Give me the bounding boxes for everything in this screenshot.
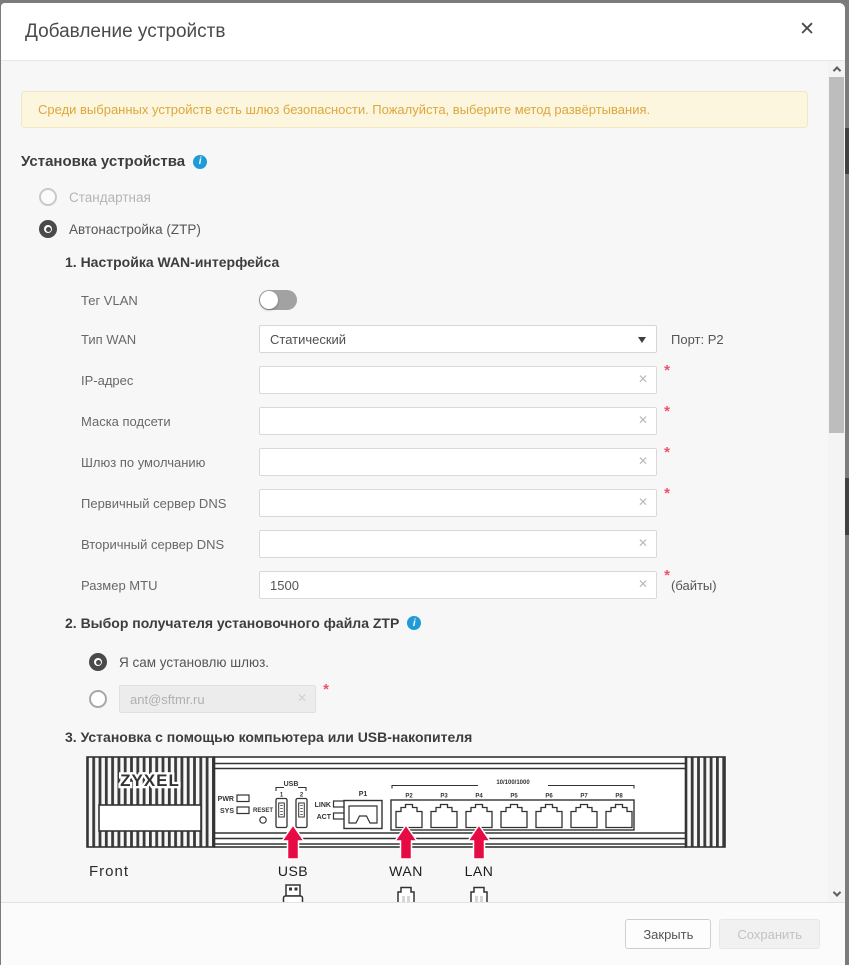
device-port-label: P6 <box>545 793 553 800</box>
field-row-ip-address <box>81 362 828 394</box>
field-row-subnet-mask <box>81 403 828 435</box>
section2-heading-label: 2. Выбор получателя установочного файла ZTP <box>65 615 400 631</box>
device-label-plate <box>99 805 201 831</box>
radio-ztp[interactable] <box>39 220 828 238</box>
required-asterisk: * <box>664 362 670 379</box>
modal-body <box>1 61 845 902</box>
usb-plug-icon <box>279 884 307 902</box>
device-drawing <box>86 755 726 861</box>
install-heading <box>21 153 828 170</box>
scrollbar[interactable] <box>828 61 845 902</box>
lan-callout-label: LAN <box>464 863 494 879</box>
vlan-toggle[interactable] <box>259 290 297 310</box>
section3-heading-label: 3. Установка с помощью компьютера или USB-накопителя <box>65 729 473 745</box>
warning-banner: Среди выбранных устройств есть шлюз безопасности. Пожалуйста, выберите метод развёртывания. <box>21 91 808 128</box>
field-row-vlan <box>81 290 828 310</box>
radio-icon[interactable] <box>89 690 107 708</box>
usb-callout-label: USB <box>277 863 309 879</box>
save-button[interactable]: Сохранить <box>719 919 820 949</box>
ip-address-input[interactable] <box>259 366 657 394</box>
modal-header <box>1 3 845 61</box>
scrollbar-track[interactable] <box>828 77 845 886</box>
wan-type-select[interactable] <box>259 325 657 353</box>
device-port-label: P3 <box>440 793 448 800</box>
device-port-label: P4 <box>475 793 483 800</box>
connector-icons <box>86 882 726 902</box>
led-label-link: LINK <box>314 802 331 809</box>
section2-heading <box>65 615 828 631</box>
close-button[interactable]: Закрыть <box>625 919 711 949</box>
dns-primary-input[interactable] <box>259 489 657 517</box>
wan-callout-label: WAN <box>389 863 423 879</box>
led-label-pwr: PWR <box>217 796 234 803</box>
ethernet-plug-icon <box>465 884 493 902</box>
radio-checked-icon[interactable] <box>39 220 57 238</box>
info-icon[interactable]: i <box>407 616 421 630</box>
section1-heading-label: 1. Настройка WAN-интерфейса <box>65 254 280 270</box>
subnet-mask-input[interactable] <box>259 407 657 435</box>
led-label-act: ACT <box>316 814 331 821</box>
radio-checked-icon[interactable] <box>89 653 107 671</box>
clear-icon[interactable]: ✕ <box>296 691 307 705</box>
section1-heading <box>65 254 828 270</box>
brand-logo: ZYXEL <box>120 771 180 790</box>
radio-self-install-label: Я сам установлю шлюз. <box>119 654 270 670</box>
gateway-input[interactable] <box>259 448 657 476</box>
radio-standard[interactable] <box>39 188 828 206</box>
info-icon[interactable]: i <box>193 155 207 169</box>
usb-port2-label: 2 <box>299 792 304 799</box>
field-label: Маска подсети <box>81 413 171 429</box>
usb-port1-label: 1 <box>279 792 284 799</box>
field-row-dns-secondary <box>81 530 828 558</box>
field-row-mtu <box>81 567 828 599</box>
page-title: Добавление устройств <box>25 20 226 42</box>
modal-footer <box>1 902 845 965</box>
field-row-wan-type <box>81 325 828 353</box>
required-asterisk: * <box>664 444 670 461</box>
field-label: Вторичный сервер DNS <box>81 536 225 552</box>
usb-group-label: USB <box>283 781 299 788</box>
scroll-down-icon[interactable] <box>828 886 845 902</box>
scroll-up-icon[interactable] <box>828 61 845 77</box>
required-asterisk: * <box>664 485 670 502</box>
close-icon[interactable]: ✕ <box>799 19 815 40</box>
radio-email-recipient[interactable] <box>89 681 828 713</box>
radio-ztp-label: Автонастройка (ZTP) <box>69 221 201 237</box>
sfp-port-label: P1 <box>358 791 368 798</box>
wan-type-value: Статический <box>270 331 347 347</box>
add-devices-modal <box>1 3 845 965</box>
modal-content <box>1 61 828 902</box>
clear-icon[interactable]: ✕ <box>637 372 648 386</box>
device-port-label: P5 <box>510 793 518 800</box>
clear-icon[interactable]: ✕ <box>637 577 648 591</box>
clear-icon[interactable]: ✕ <box>637 454 648 468</box>
email-input[interactable] <box>119 685 316 713</box>
dns-secondary-input[interactable] <box>259 530 657 558</box>
field-label: Первичный сервер DNS <box>81 495 227 511</box>
device-port-label: P2 <box>405 793 413 800</box>
chevron-down-icon <box>638 337 646 343</box>
install-heading-label: Установка устройства <box>21 153 186 170</box>
sfp-port <box>344 801 382 829</box>
radio-icon[interactable] <box>39 188 57 206</box>
field-label: Тег VLAN <box>81 292 138 308</box>
radio-standard-label: Стандартная <box>69 189 151 205</box>
clear-icon[interactable]: ✕ <box>637 495 648 509</box>
speed-label: 10/100/1000 <box>496 780 530 786</box>
device-port-label: P7 <box>580 793 588 800</box>
port-note: Порт: P2 <box>671 331 724 347</box>
field-row-dns-primary <box>81 485 828 517</box>
ethernet-plug-icon <box>392 884 420 902</box>
required-asterisk: * <box>664 567 670 584</box>
led-label-sys: SYS <box>219 808 234 815</box>
field-row-gateway <box>81 444 828 476</box>
scrollbar-thumb[interactable] <box>829 77 844 433</box>
required-asterisk: * <box>323 681 329 698</box>
front-label: Front <box>89 863 130 880</box>
device-port-label: P8 <box>615 793 623 800</box>
field-label: Тип WAN <box>81 331 137 347</box>
field-label: Размер MTU <box>81 577 158 593</box>
device-front-illustration <box>86 755 726 902</box>
clear-icon[interactable]: ✕ <box>637 413 648 427</box>
toggle-knob <box>260 291 278 309</box>
section3-heading <box>65 729 828 745</box>
mtu-input[interactable] <box>259 571 657 599</box>
required-asterisk: * <box>664 403 670 420</box>
mtu-unit-label: (байты) <box>671 577 717 593</box>
reset-label: RESET <box>252 808 274 814</box>
field-label: IP-адрес <box>81 372 134 388</box>
clear-icon[interactable]: ✕ <box>637 536 648 550</box>
field-label: Шлюз по умолчанию <box>81 454 206 470</box>
device-callout-labels <box>86 863 726 882</box>
radio-self-install[interactable] <box>89 653 828 671</box>
